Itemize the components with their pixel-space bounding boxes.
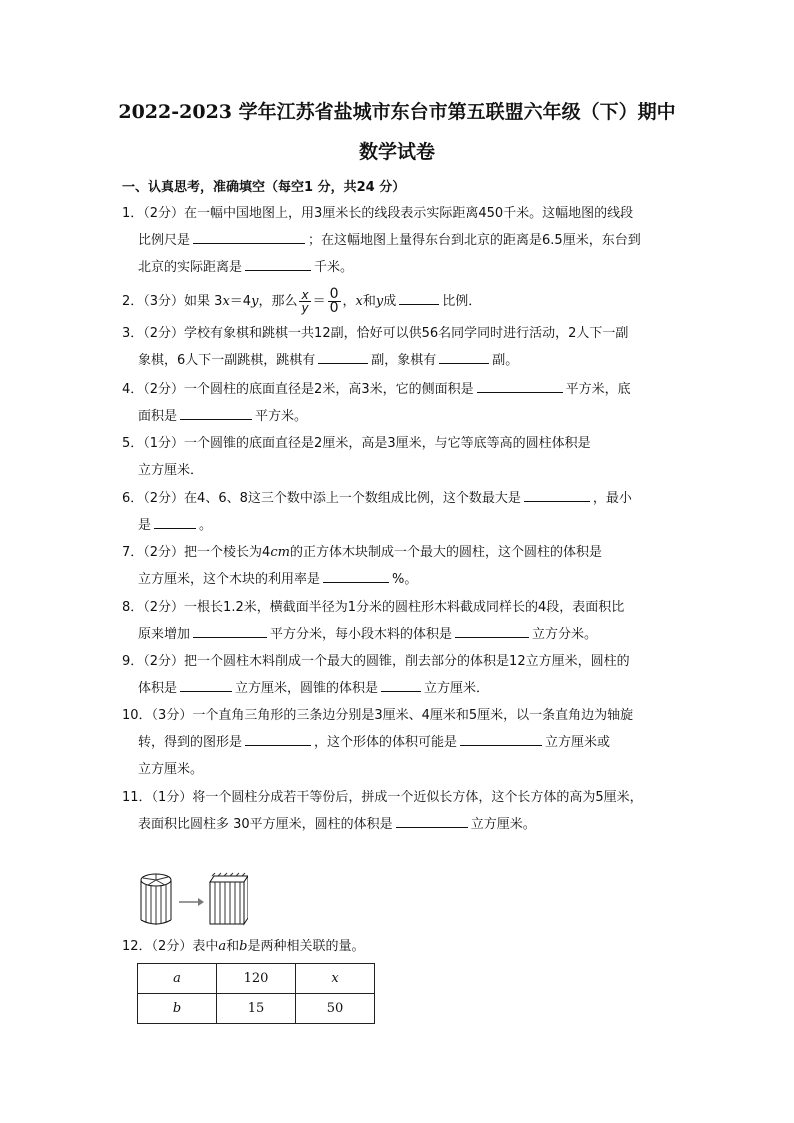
table-cell: b (138, 994, 217, 1024)
fraction-x-over-y: $\frac{x}{y}$ (301, 288, 309, 315)
arrow-icon (179, 898, 204, 906)
table-cell: x (296, 964, 375, 994)
question-11: 11．（1分）将一个圆柱分成若干等份后，拼成一个近似长方体，这个长方体的高为5厘米， 表面积比圆柱多 30平方厘米，圆柱的体积是 立方厘米。 (122, 790, 643, 832)
section-heading: 一、认真思考，准确填空（每空1 分，共24 分） (122, 180, 406, 195)
question-8: 8．（2分）一根长1.2米，横截面半径为1分米的圆柱形木料截成同样长的4段，表面积比 原来增加 平方分米，每小段木料的体积是 立方分米。 (122, 600, 625, 642)
table-row (138, 964, 375, 994)
answer-blank[interactable] (245, 256, 311, 271)
answer-blank[interactable] (193, 229, 305, 244)
answer-blank[interactable] (381, 677, 421, 692)
answer-blank[interactable] (245, 731, 311, 746)
data-table (137, 963, 375, 1024)
question-1: 1．（2分）在一幅中国地图上，用3厘米长的线段表示实际距离450千米。这幅地图的线段 比例尺是 ；在这幅地图上量得东台到北京的距离是6.5厘米，东台到 北京的实际距离是 千米。 (122, 206, 641, 275)
cuboid-icon (210, 873, 248, 924)
answer-blank[interactable] (477, 378, 563, 393)
cylinder-icon (141, 874, 171, 925)
answer-blank[interactable] (399, 290, 439, 305)
page-title-line1: 2022-2023 学年江苏省盐城市东台市第五联盟六年级（下）期中 (118, 101, 676, 123)
table-cell: 50 (296, 994, 375, 1024)
table-row (138, 994, 375, 1024)
answer-blank[interactable] (180, 677, 232, 692)
question-2: 2．（3分）如果 3x＝4y，那么 $\frac{x}{y}$ ＝ $\frac{0}{0}$ ，x和y成 比例． (122, 286, 482, 316)
answer-blank[interactable] (524, 487, 590, 502)
answer-blank[interactable] (193, 623, 267, 638)
question-7: 7．（2分）把一个棱长为4cm的正方体木块制成一个最大的圆柱，这个圆柱的体积是 立方厘米，这个木块的利用率是 %。 (122, 545, 602, 587)
question-3: 3．（2分）学校有象棋和跳棋一共12副，恰好可以供56名同学同时进行活动，2人下一副 象棋，6人下一副跳棋，跳棋有 副，象棋有 副。 (122, 326, 629, 368)
answer-blank[interactable] (396, 813, 468, 828)
table-cell: a (138, 964, 217, 994)
answer-blank[interactable] (460, 731, 542, 746)
answer-blank[interactable] (180, 405, 252, 420)
table-cell: 15 (217, 994, 296, 1024)
answer-blank[interactable] (154, 514, 196, 529)
question-4: 4．（2分）一个圆柱的底面直径是2米，高3米，它的侧面积是 平方米，底 面积是 平方米。 (122, 376, 692, 430)
question-12: 12．（2分）表中a和b是两种相关联的量。 (122, 939, 365, 954)
answer-blank[interactable] (439, 349, 489, 364)
answer-blank[interactable] (455, 623, 529, 638)
question-6: 6．（2分）在4、6、8这三个数中添上一个数组成比例，这个数最大是 ，最小 是 。 (122, 485, 692, 539)
question-9: 9．（2分）把一个圆柱木料削成一个最大的圆锥，削去部分的体积是12立方厘米，圆柱的 体积是 立方厘米，圆锥的体积是 立方厘米． (122, 654, 630, 696)
fraction-placeholder[interactable]: $\frac{0}{0}$ (329, 286, 339, 316)
question-5: 5．（1分）一个圆锥的底面直径是2厘米，高是3厘米，与它等底等高的圆柱体积是 立方厘米． (122, 436, 591, 478)
page-title-line2: 数学试卷 (358, 141, 435, 163)
answer-blank[interactable] (323, 568, 389, 583)
answer-blank[interactable] (318, 349, 368, 364)
table-cell: 120 (217, 964, 296, 994)
question-10: 10．（3分）一个直角三角形的三条边分别是3厘米、4厘米和5厘米，以一条直角边为轴旋 转，得到的图形是 ，这个形体的体积可能是 立方厘米或 立方厘米。 (122, 708, 634, 777)
cylinder-to-cuboid-figure (138, 870, 248, 930)
